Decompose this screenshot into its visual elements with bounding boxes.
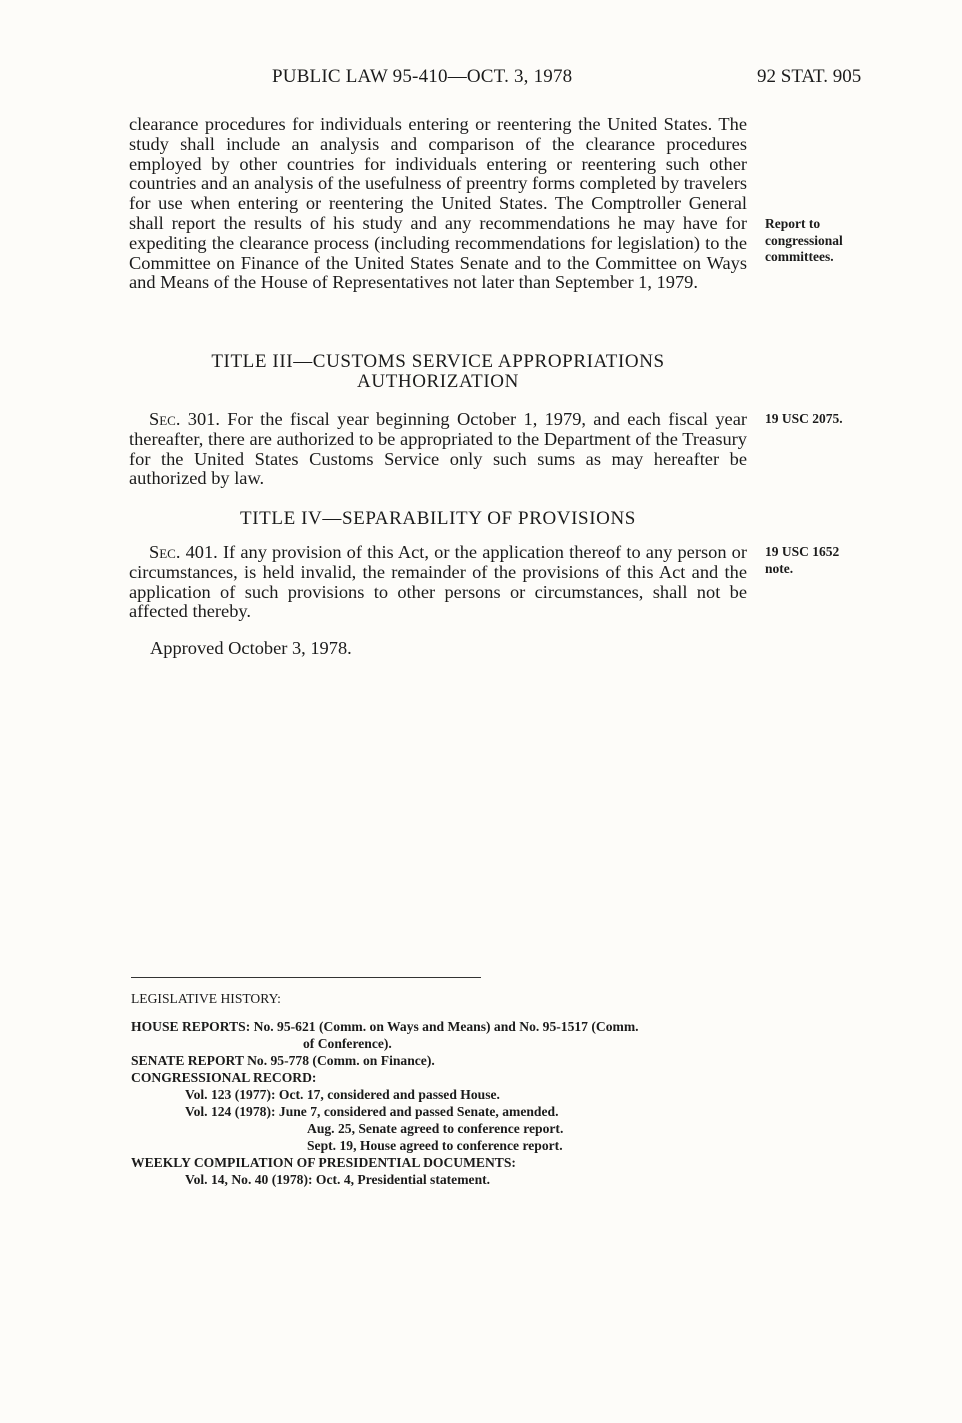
margin-note-report-line: committees. (765, 249, 834, 264)
running-header-title: PUBLIC LAW 95-410—OCT. 3, 1978 (272, 66, 573, 87)
margin-note-usc-2075: 19 USC 2075. (765, 411, 843, 426)
margin-note-report (765, 216, 843, 266)
title-iii-line2: AUTHORIZATION (357, 371, 519, 392)
margin-note-report-line: congressional (765, 232, 843, 248)
congressional-record-sept-19: Sept. 19, House agreed to conference report. (307, 1138, 563, 1153)
legislative-history-title: LEGISLATIVE HISTORY: (131, 991, 281, 1006)
section-401-label: Sec. 401. (149, 542, 218, 562)
title-iv-line1: TITLE IV—SEPARABILITY OF PROVISIONS (240, 508, 636, 529)
approval-date: Approved October 3, 1978. (150, 638, 352, 658)
weekly-compilation-vol-14: Vol. 14, No. 40 (1978): Oct. 4, Presidential statement. (185, 1172, 491, 1187)
house-reports-continued: of Conference). (303, 1036, 392, 1051)
margin-note-usc-1652 (765, 544, 839, 577)
section-301-label: Sec. 301. (149, 409, 220, 429)
margin-note-report-line: Report to (765, 216, 821, 231)
section-401-paragraph (129, 543, 747, 622)
title-iv-heading (129, 509, 747, 529)
section-301-paragraph (129, 410, 747, 489)
house-reports: HOUSE REPORTS: No. 95-621 (Comm. on Ways and Means) and No. 95-1517 (Comm. (131, 1019, 639, 1034)
statute-page-number: 92 STAT. 905 (757, 66, 862, 87)
section-401-text: If any provision of this Act, or the application thereof to any person or circumstances, is held invalid, the remainder of the provisions of this Act and the application of such provisions to other persons or circumstances, shall not be affected thereby. (129, 542, 747, 622)
congressional-record-aug-25: Aug. 25, Senate agreed to conference report. (307, 1121, 564, 1136)
title-iii-line1: TITLE III—CUSTOMS SERVICE APPROPRIATIONS (211, 351, 665, 372)
senate-report: SENATE REPORT No. 95-778 (Comm. on Finance). (131, 1053, 435, 1068)
footnote-divider (131, 977, 481, 978)
congressional-record-vol-123: Vol. 123 (1977): Oct. 17, considered and passed House. (185, 1087, 500, 1102)
title-iii-heading (129, 352, 747, 392)
congressional-record-label: CONGRESSIONAL RECORD: (131, 1070, 317, 1085)
section-301 (129, 410, 747, 489)
weekly-compilation-label: WEEKLY COMPILATION OF PRESIDENTIAL DOCUMENTS: (131, 1155, 516, 1170)
intro-paragraph: clearance procedures for individuals entering or reentering the United States. The study shall include an analysis and comparison of the clearance procedures employed by other countries for individuals entering or reentering such other countries and an analysis of the usefulness of preentry forms completed by travelers for use when entering or reentering the United States. The Comptroller General shall report the results of his study and any recommendations he may have for expediting the clearance process (including recommendations for legislation) to the Committee on Finance of the United States Senate and to the Committee on Ways and Means of the House of Representatives not later than September 1, 1979. (129, 114, 747, 293)
congressional-record-vol-124: Vol. 124 (1978): June 7, considered and passed Senate, amended. (185, 1104, 559, 1119)
section-301-text: For the fiscal year beginning October 1, 1979, and each fiscal year thereafter, there are authorized to be appropriated to the Department of the Treasury for the United States Customs Service only such sums as may hereafter be authorized by law. (129, 409, 747, 489)
margin-note-usc-1652-line: 19 USC 1652 (765, 544, 840, 559)
margin-note-usc-1652-line: note. (765, 560, 794, 576)
legislative-history (131, 990, 771, 1188)
section-401 (129, 543, 747, 622)
intro-section (129, 115, 747, 293)
